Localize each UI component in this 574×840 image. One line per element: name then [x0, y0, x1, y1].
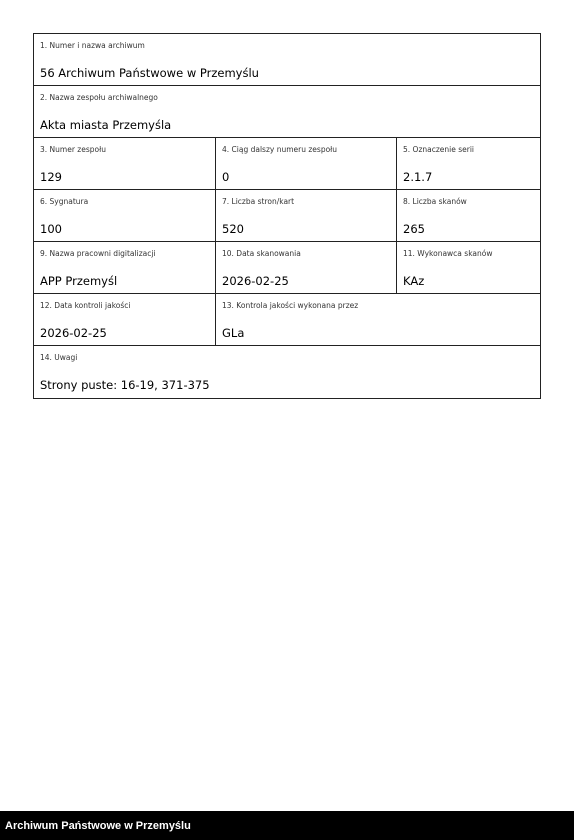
form-row [34, 294, 540, 346]
field-value: 2.1.7 [403, 170, 433, 184]
form-row [34, 346, 540, 398]
field-label: 11. Wykonawca skanów [403, 249, 493, 258]
footer-archive-name: Archiwum Państwowe w Przemyślu [5, 820, 191, 832]
form-row [34, 138, 540, 190]
field-label: 14. Uwagi [40, 353, 78, 362]
field-value: Akta miasta Przemyśla [40, 118, 172, 132]
field-value: KAz [403, 274, 425, 288]
field-scan-date [216, 242, 397, 293]
form-row [34, 86, 540, 138]
field-value: 56 Archiwum Państwowe w Przemyślu [40, 66, 259, 80]
field-label: 2. Nazwa zespołu archiwalnego [40, 93, 158, 102]
field-value: 2026-02-25 [222, 274, 289, 288]
field-remarks [34, 346, 540, 398]
field-fonds-number [34, 138, 216, 189]
field-fonds-name [34, 86, 540, 137]
field-value: 2026-02-25 [40, 326, 107, 340]
field-label: 6. Sygnatura [40, 197, 89, 206]
field-scan-operator [397, 242, 540, 293]
field-value: 520 [222, 222, 244, 236]
field-value: APP Przemyśl [40, 274, 118, 288]
field-qc-operator [216, 294, 540, 345]
field-signature [34, 190, 216, 241]
field-qc-date [34, 294, 216, 345]
field-label: 4. Ciąg dalszy numeru zespołu [222, 145, 338, 154]
field-label: 5. Oznaczenie serii [403, 145, 475, 154]
field-label: 9. Nazwa pracowni digitalizacji [40, 249, 156, 258]
form-row [34, 34, 540, 86]
field-value: 265 [403, 222, 425, 236]
field-label: 13. Kontrola jakości wykonana przez [222, 301, 359, 310]
field-value: Strony puste: 16-19, 371-375 [40, 378, 210, 392]
field-digitization-lab [34, 242, 216, 293]
field-label: 7. Liczba stron/kart [222, 197, 295, 206]
footer-bar [0, 811, 574, 840]
field-label: 3. Numer zespołu [40, 145, 106, 154]
field-label: 10. Data skanowania [222, 249, 301, 258]
field-label: 8. Liczba skanów [403, 197, 467, 206]
field-label: 1. Numer i nazwa archiwum [40, 41, 145, 50]
field-value: GLa [222, 326, 245, 340]
field-scan-count [397, 190, 540, 241]
field-fonds-number-cont [216, 138, 397, 189]
field-page-count [216, 190, 397, 241]
field-value: 129 [40, 170, 62, 184]
field-archive [34, 34, 540, 85]
metadata-form [33, 33, 541, 399]
field-series [397, 138, 540, 189]
form-row [34, 242, 540, 294]
field-value: 0 [222, 170, 230, 184]
field-label: 12. Data kontroli jakości [40, 301, 131, 310]
field-value: 100 [40, 222, 62, 236]
form-row [34, 190, 540, 242]
